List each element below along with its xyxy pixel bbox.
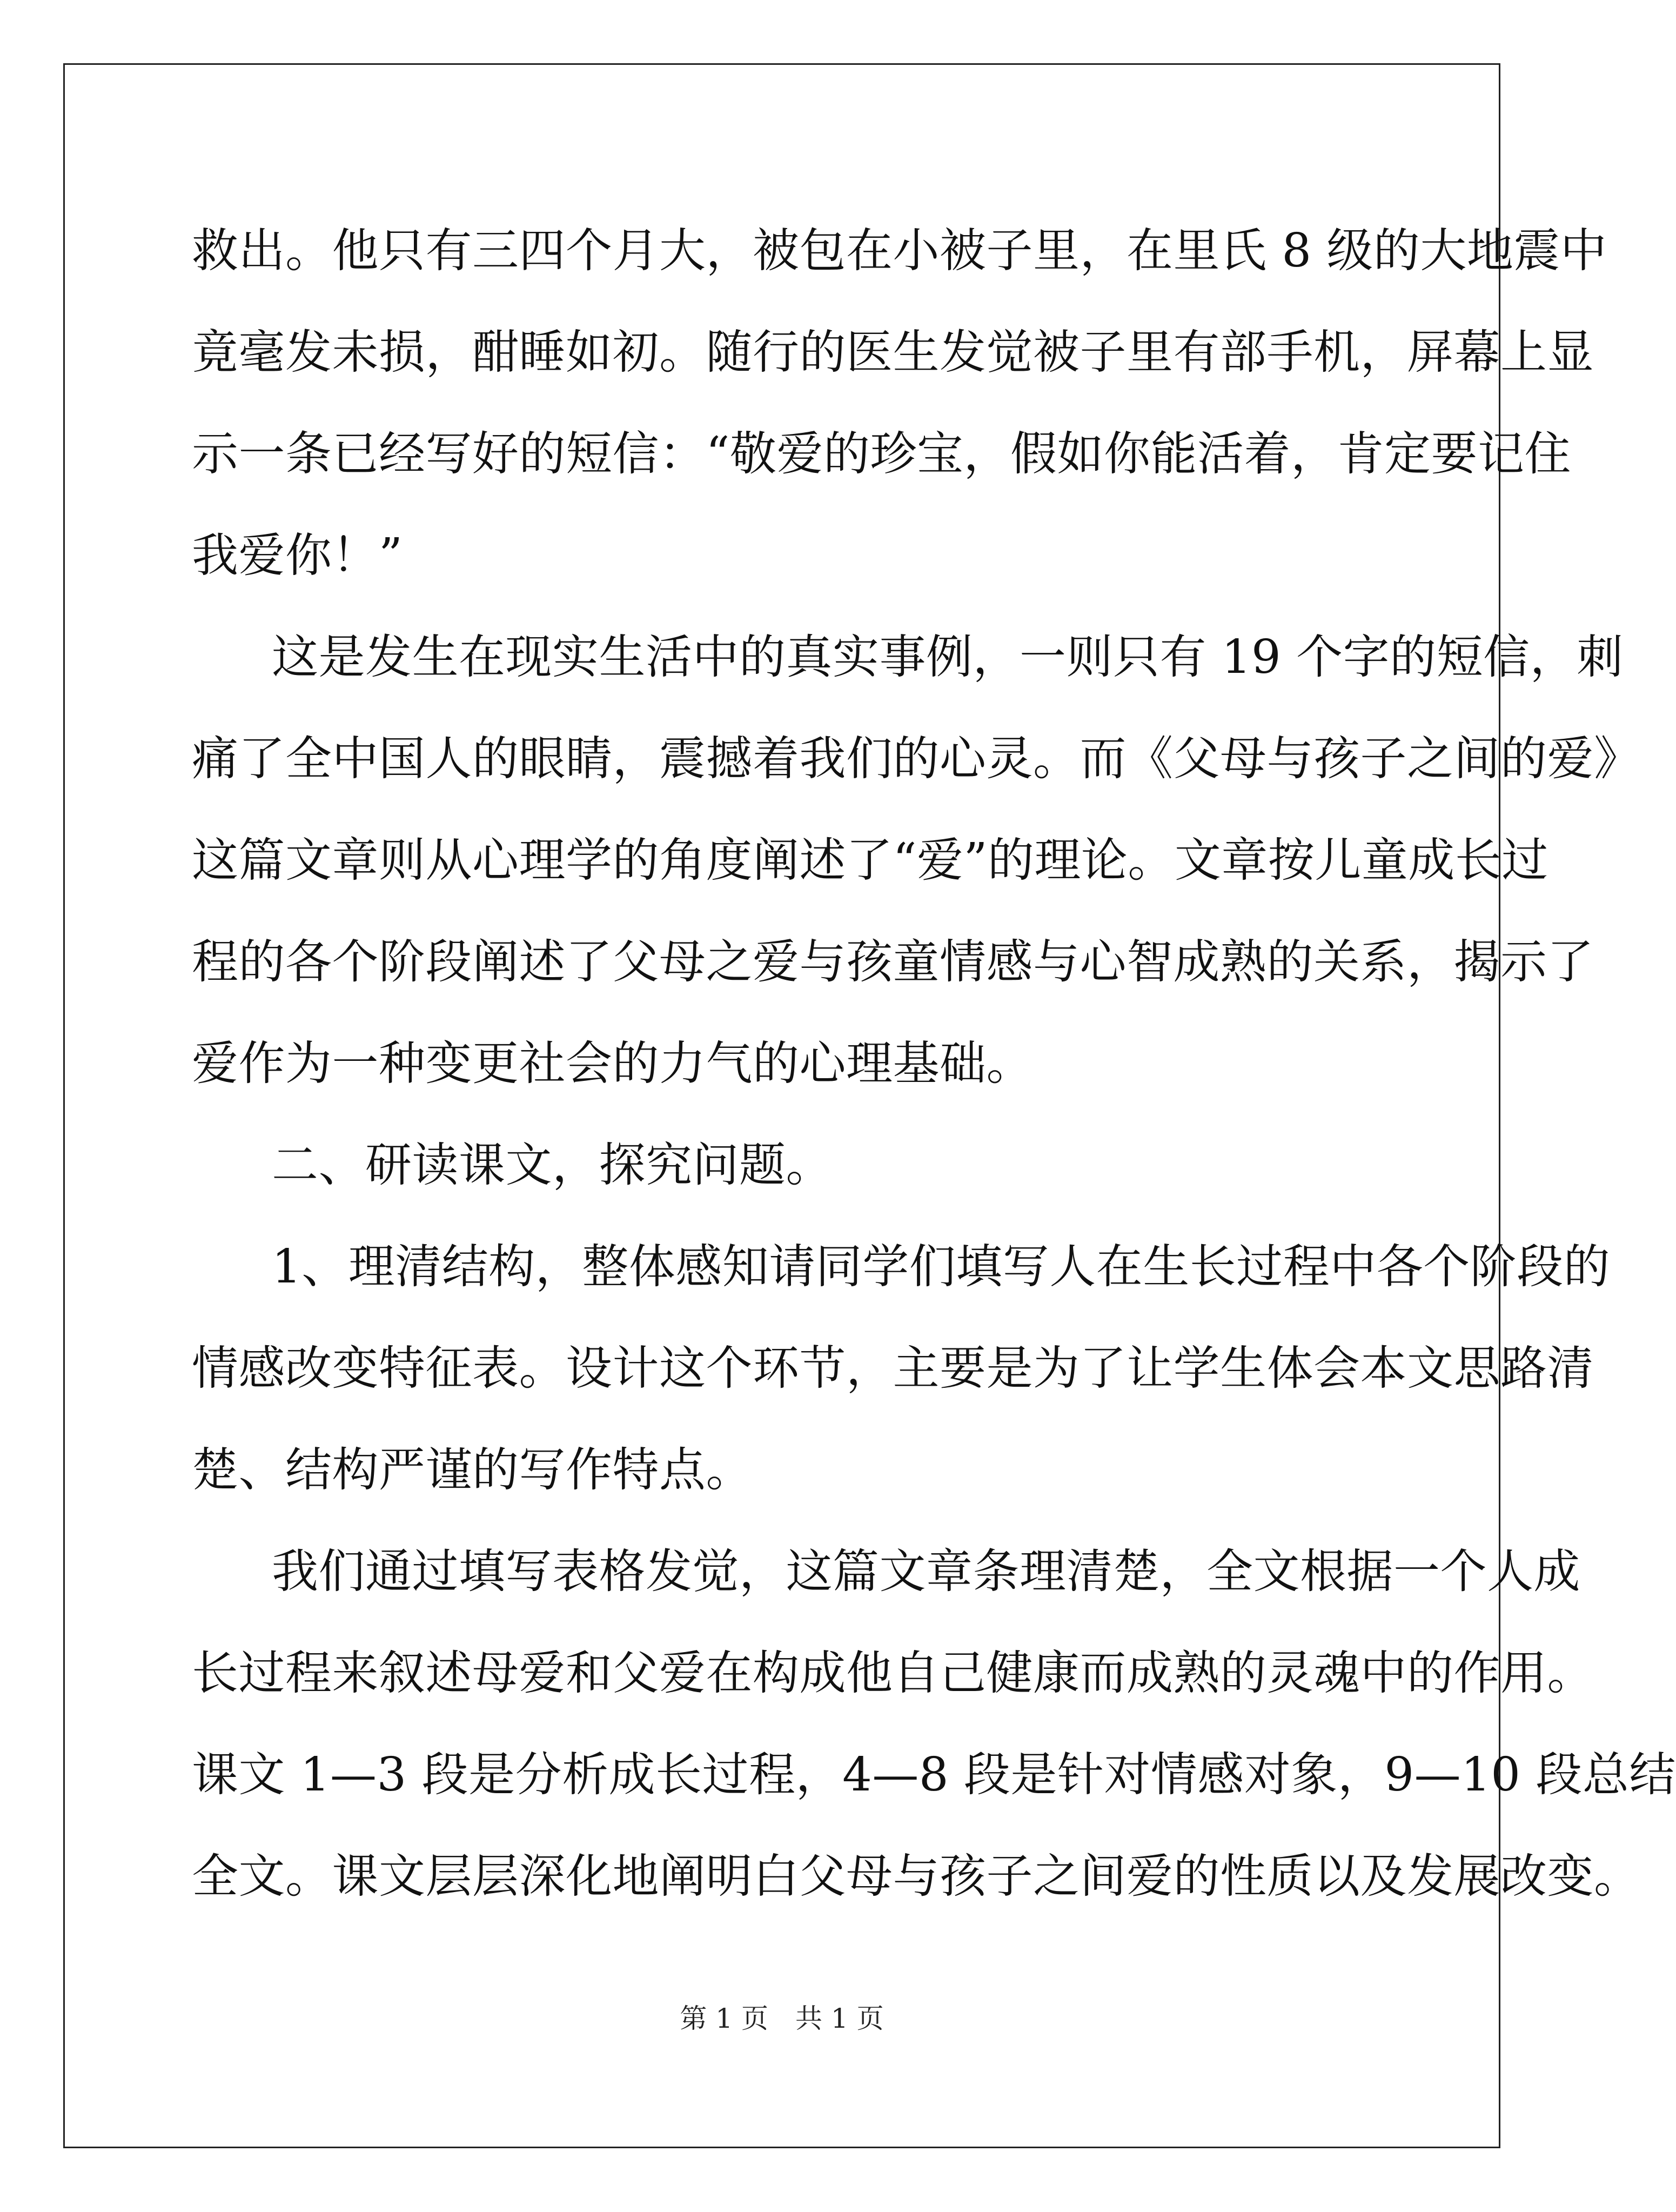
text-line: 情感改变特征表。设计这个环节，主要是为了让学生体会本文思路清 bbox=[192, 1341, 1594, 1395]
text-line: 我爱你！” bbox=[192, 529, 403, 583]
text-line: 楚、结构严谨的写作特点。 bbox=[192, 1443, 753, 1497]
page-number: 第 1 页 共 1 页 bbox=[680, 2003, 884, 2034]
text-line: 竟毫发未损，酣睡如初。随行的医生发觉被子里有部手机，屏幕上显 bbox=[192, 325, 1594, 379]
document-body bbox=[192, 200, 1676, 1927]
text-line: 痛了全中国人的眼睛，震撼着我们的心灵。而《父母与孩子之间的爱》 bbox=[192, 732, 1641, 786]
text-line: 长过程来叙述母爱和父爱在构成他自己健康而成熟的灵魂中的作用。 bbox=[192, 1646, 1594, 1700]
text-line: 全文。课文层层深化地阐明白父母与孩子之间爱的性质以及发展改变。 bbox=[192, 1849, 1641, 1903]
text-line: 我们通过填写表格发觉，这篇文章条理清楚，全文根据一个人成 bbox=[272, 1545, 1580, 1599]
text-line: 救出。他只有三四个月大，被包在小被子里，在里氏 8 级的大地震中 bbox=[192, 224, 1607, 278]
section-heading: 二、研读课文，探究问题。 bbox=[272, 1138, 833, 1192]
text-line: 课文 1—3 段是分析成长过程，4—8 段是针对情感对象，9—10 段总结 bbox=[192, 1748, 1676, 1802]
text-line: 1、理清结构，整体感知请同学们填写人在生长过程中各个阶段的 bbox=[272, 1240, 1611, 1294]
text-line: 示一条已经写好的短信：“敬爱的珍宝，假如你能活着，肯定要记住 bbox=[192, 427, 1571, 481]
text-line: 爱作为一种变更社会的力气的心理基础。 bbox=[192, 1037, 1033, 1091]
text-line: 程的各个阶段阐述了父母之爱与孩童情感与心智成熟的关系，揭示了 bbox=[192, 935, 1594, 989]
text-line: 这篇文章则从心理学的角度阐述了“爱”的理论。文章按儿童成长过 bbox=[192, 833, 1548, 887]
text-line: 这是发生在现实生活中的真实事例，一则只有 19 个字的短信，刺 bbox=[272, 630, 1624, 684]
